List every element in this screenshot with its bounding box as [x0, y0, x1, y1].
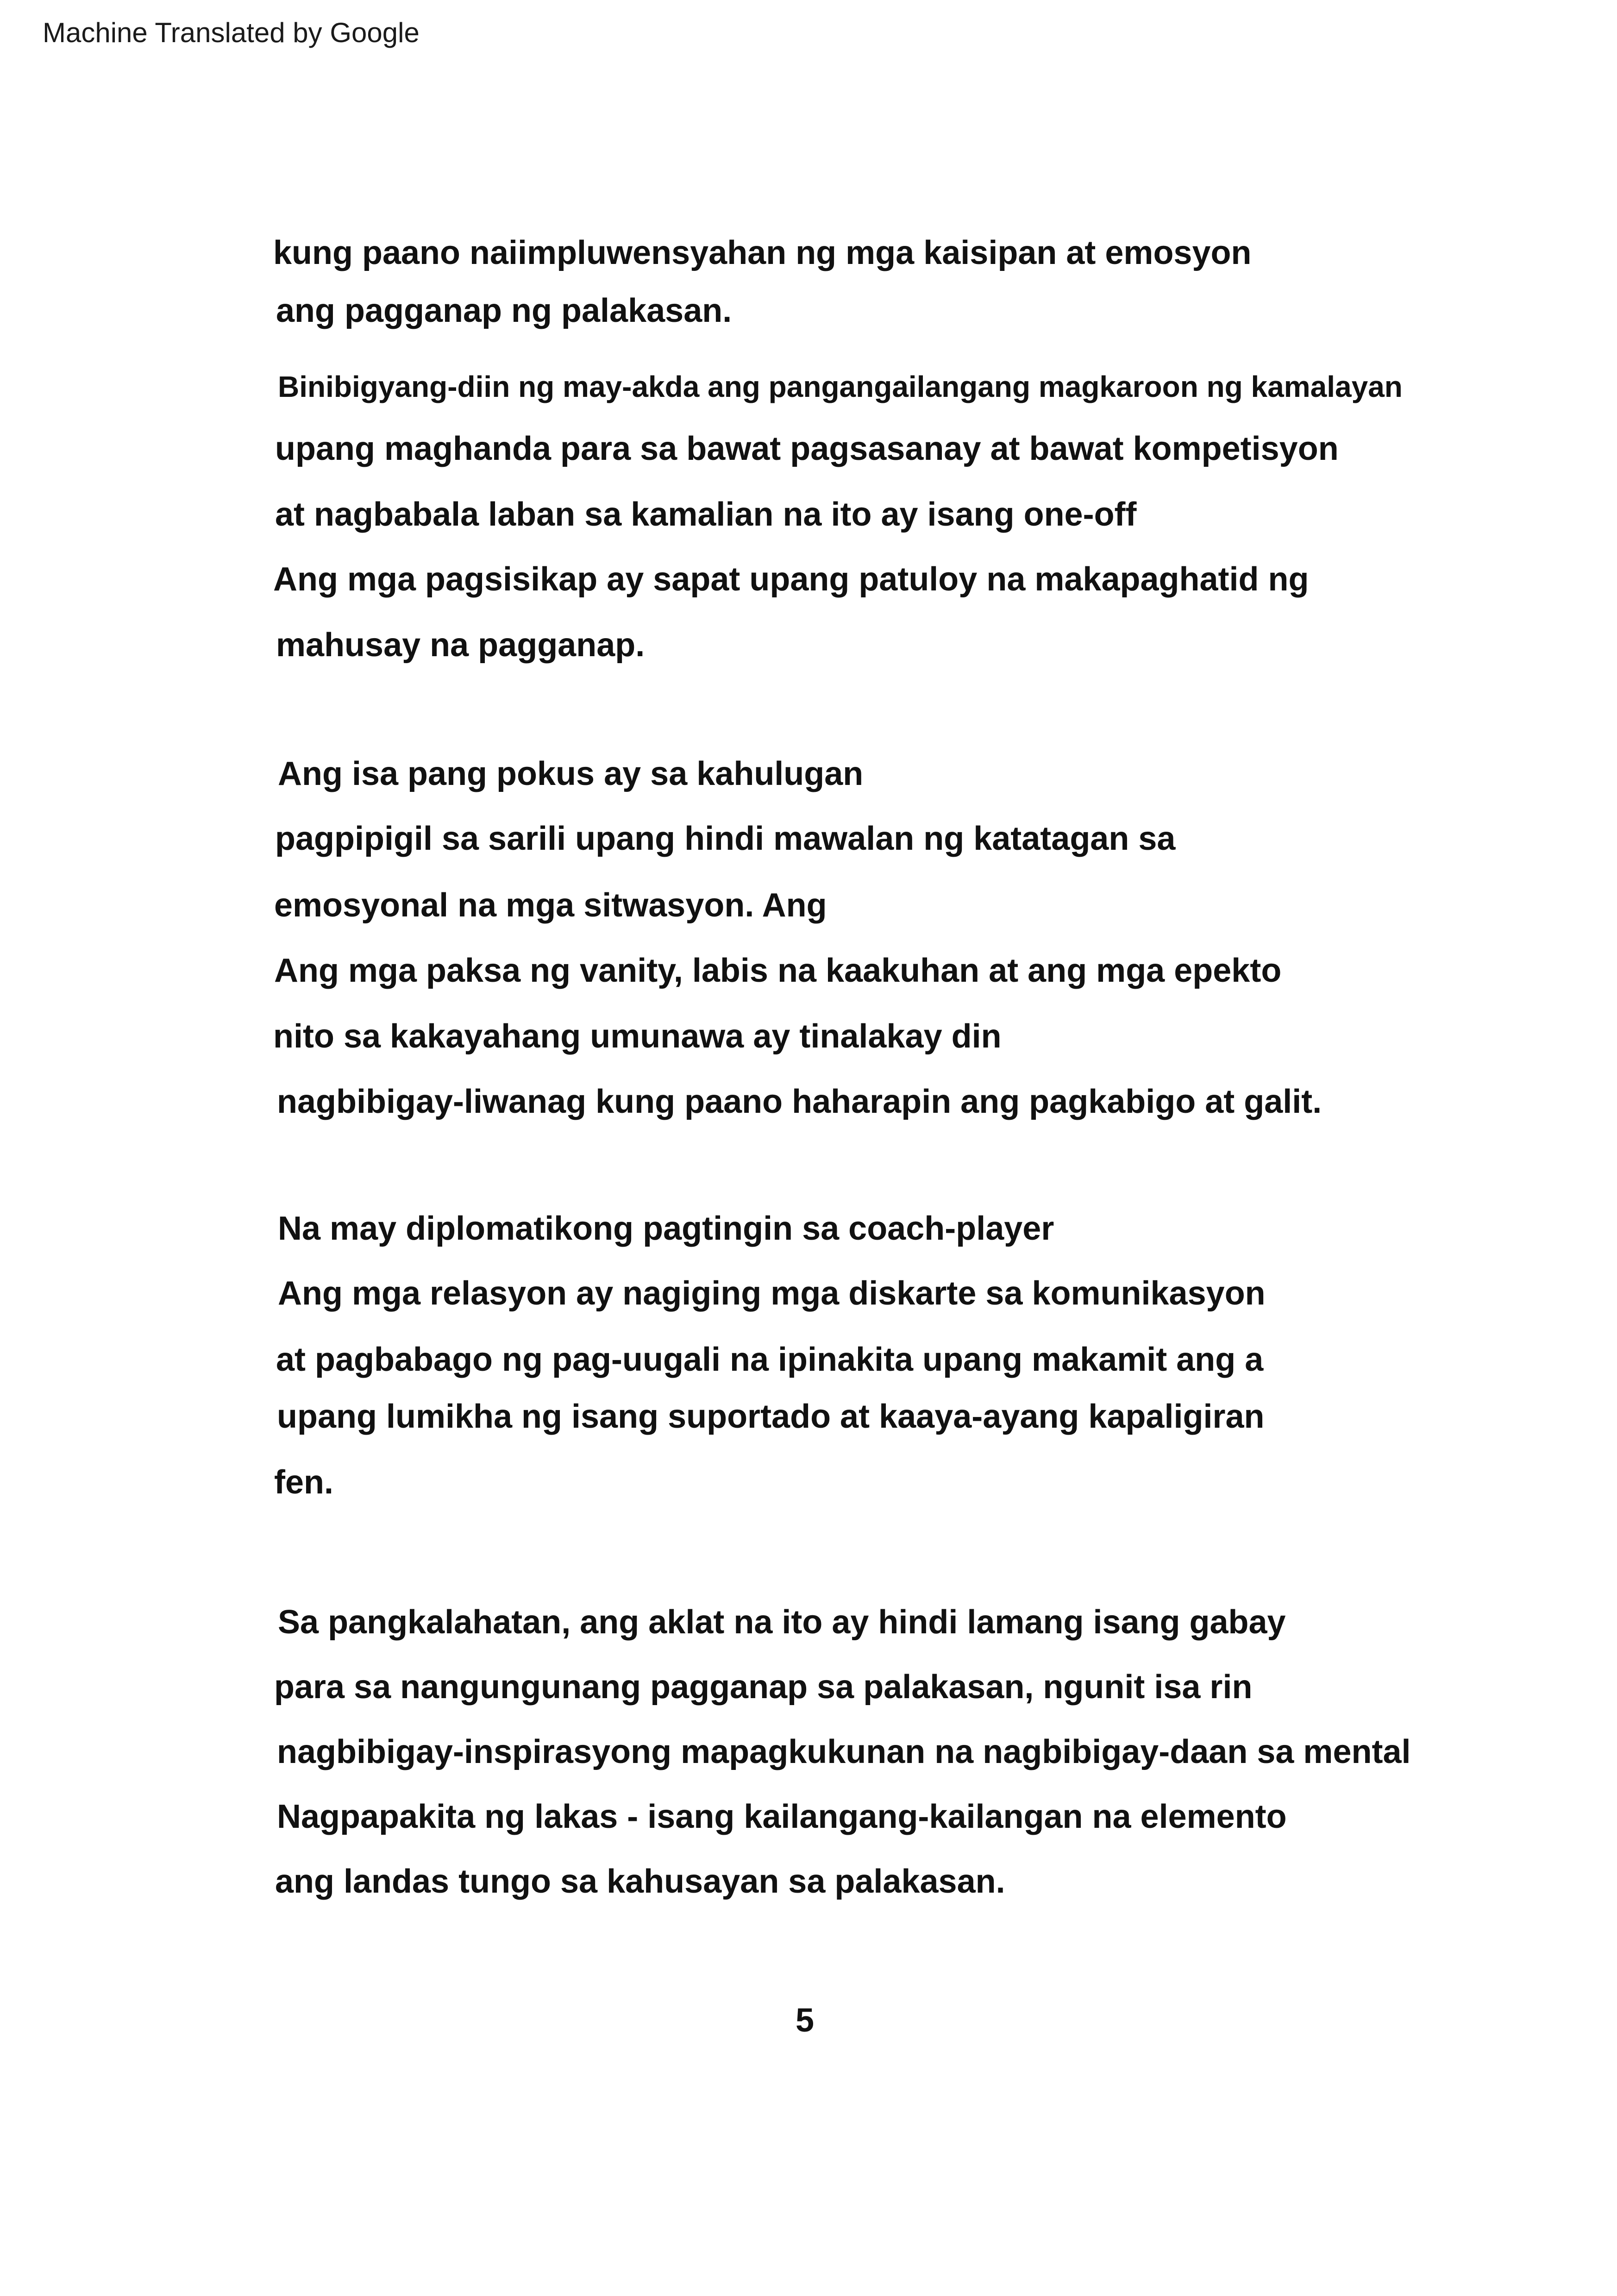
text-line: fen.	[274, 1464, 334, 1501]
text-line: Binibigyang-diin ng may-akda ang pangangailangang magkaroon ng kamalayan	[278, 370, 1403, 403]
text-line: Ang mga pagsisikap ay sapat upang patuloy na makapaghatid ng	[273, 561, 1309, 598]
text-line: at nagbabala laban sa kamalian na ito ay isang one-off	[275, 496, 1137, 533]
text-line: Na may diplomatikong pagtingin sa coach-player	[278, 1210, 1054, 1247]
text-line: Nagpapakita ng lakas - isang kailangang-kailangan na elemento	[277, 1798, 1287, 1835]
text-line: ang pagganap ng palakasan.	[276, 292, 732, 329]
text-line: mahusay na pagganap.	[276, 627, 645, 664]
text-line: upang maghanda para sa bawat pagsasanay at bawat kompetisyon	[275, 430, 1339, 467]
text-line: nagbibigay-liwanag kung paano haharapin ang pagkabigo at galit.	[277, 1083, 1322, 1120]
text-line: upang lumikha ng isang suportado at kaaya-ayang kapaligiran	[277, 1398, 1265, 1435]
page-number: 5	[796, 2002, 815, 2039]
text-line: Ang isa pang pokus ay sa kahulugan	[278, 755, 864, 792]
text-line: at pagbabago ng pag-uugali na ipinakita upang makamit ang a	[276, 1341, 1264, 1378]
text-line: Ang mga relasyon ay nagiging mga diskarte sa komunikasyon	[278, 1275, 1266, 1312]
text-line: Ang mga paksa ng vanity, labis na kaakuhan at ang mga epekto	[274, 952, 1282, 989]
text-line: Sa pangkalahatan, ang aklat na ito ay hindi lamang isang gabay	[278, 1604, 1286, 1641]
text-line: nagbibigay-inspirasyong mapagkukunan na nagbibigay-daan sa mental	[277, 1733, 1411, 1770]
text-line: kung paano naiimpluwensyahan ng mga kaisipan at emosyon	[273, 234, 1252, 271]
text-line: pagpipigil sa sarili upang hindi mawalan ng katatagan sa	[275, 820, 1176, 857]
text-line: ang landas tungo sa kahusayan sa palakasan.	[275, 1863, 1005, 1900]
text-line: emosyonal na mga sitwasyon. Ang	[274, 887, 827, 924]
text-line: nito sa kakayahang umunawa ay tinalakay din	[273, 1018, 1002, 1055]
text-line: para sa nangungunang pagganap sa palakasan, ngunit isa rin	[274, 1669, 1253, 1706]
translation-header: Machine Translated by Google	[43, 17, 420, 48]
